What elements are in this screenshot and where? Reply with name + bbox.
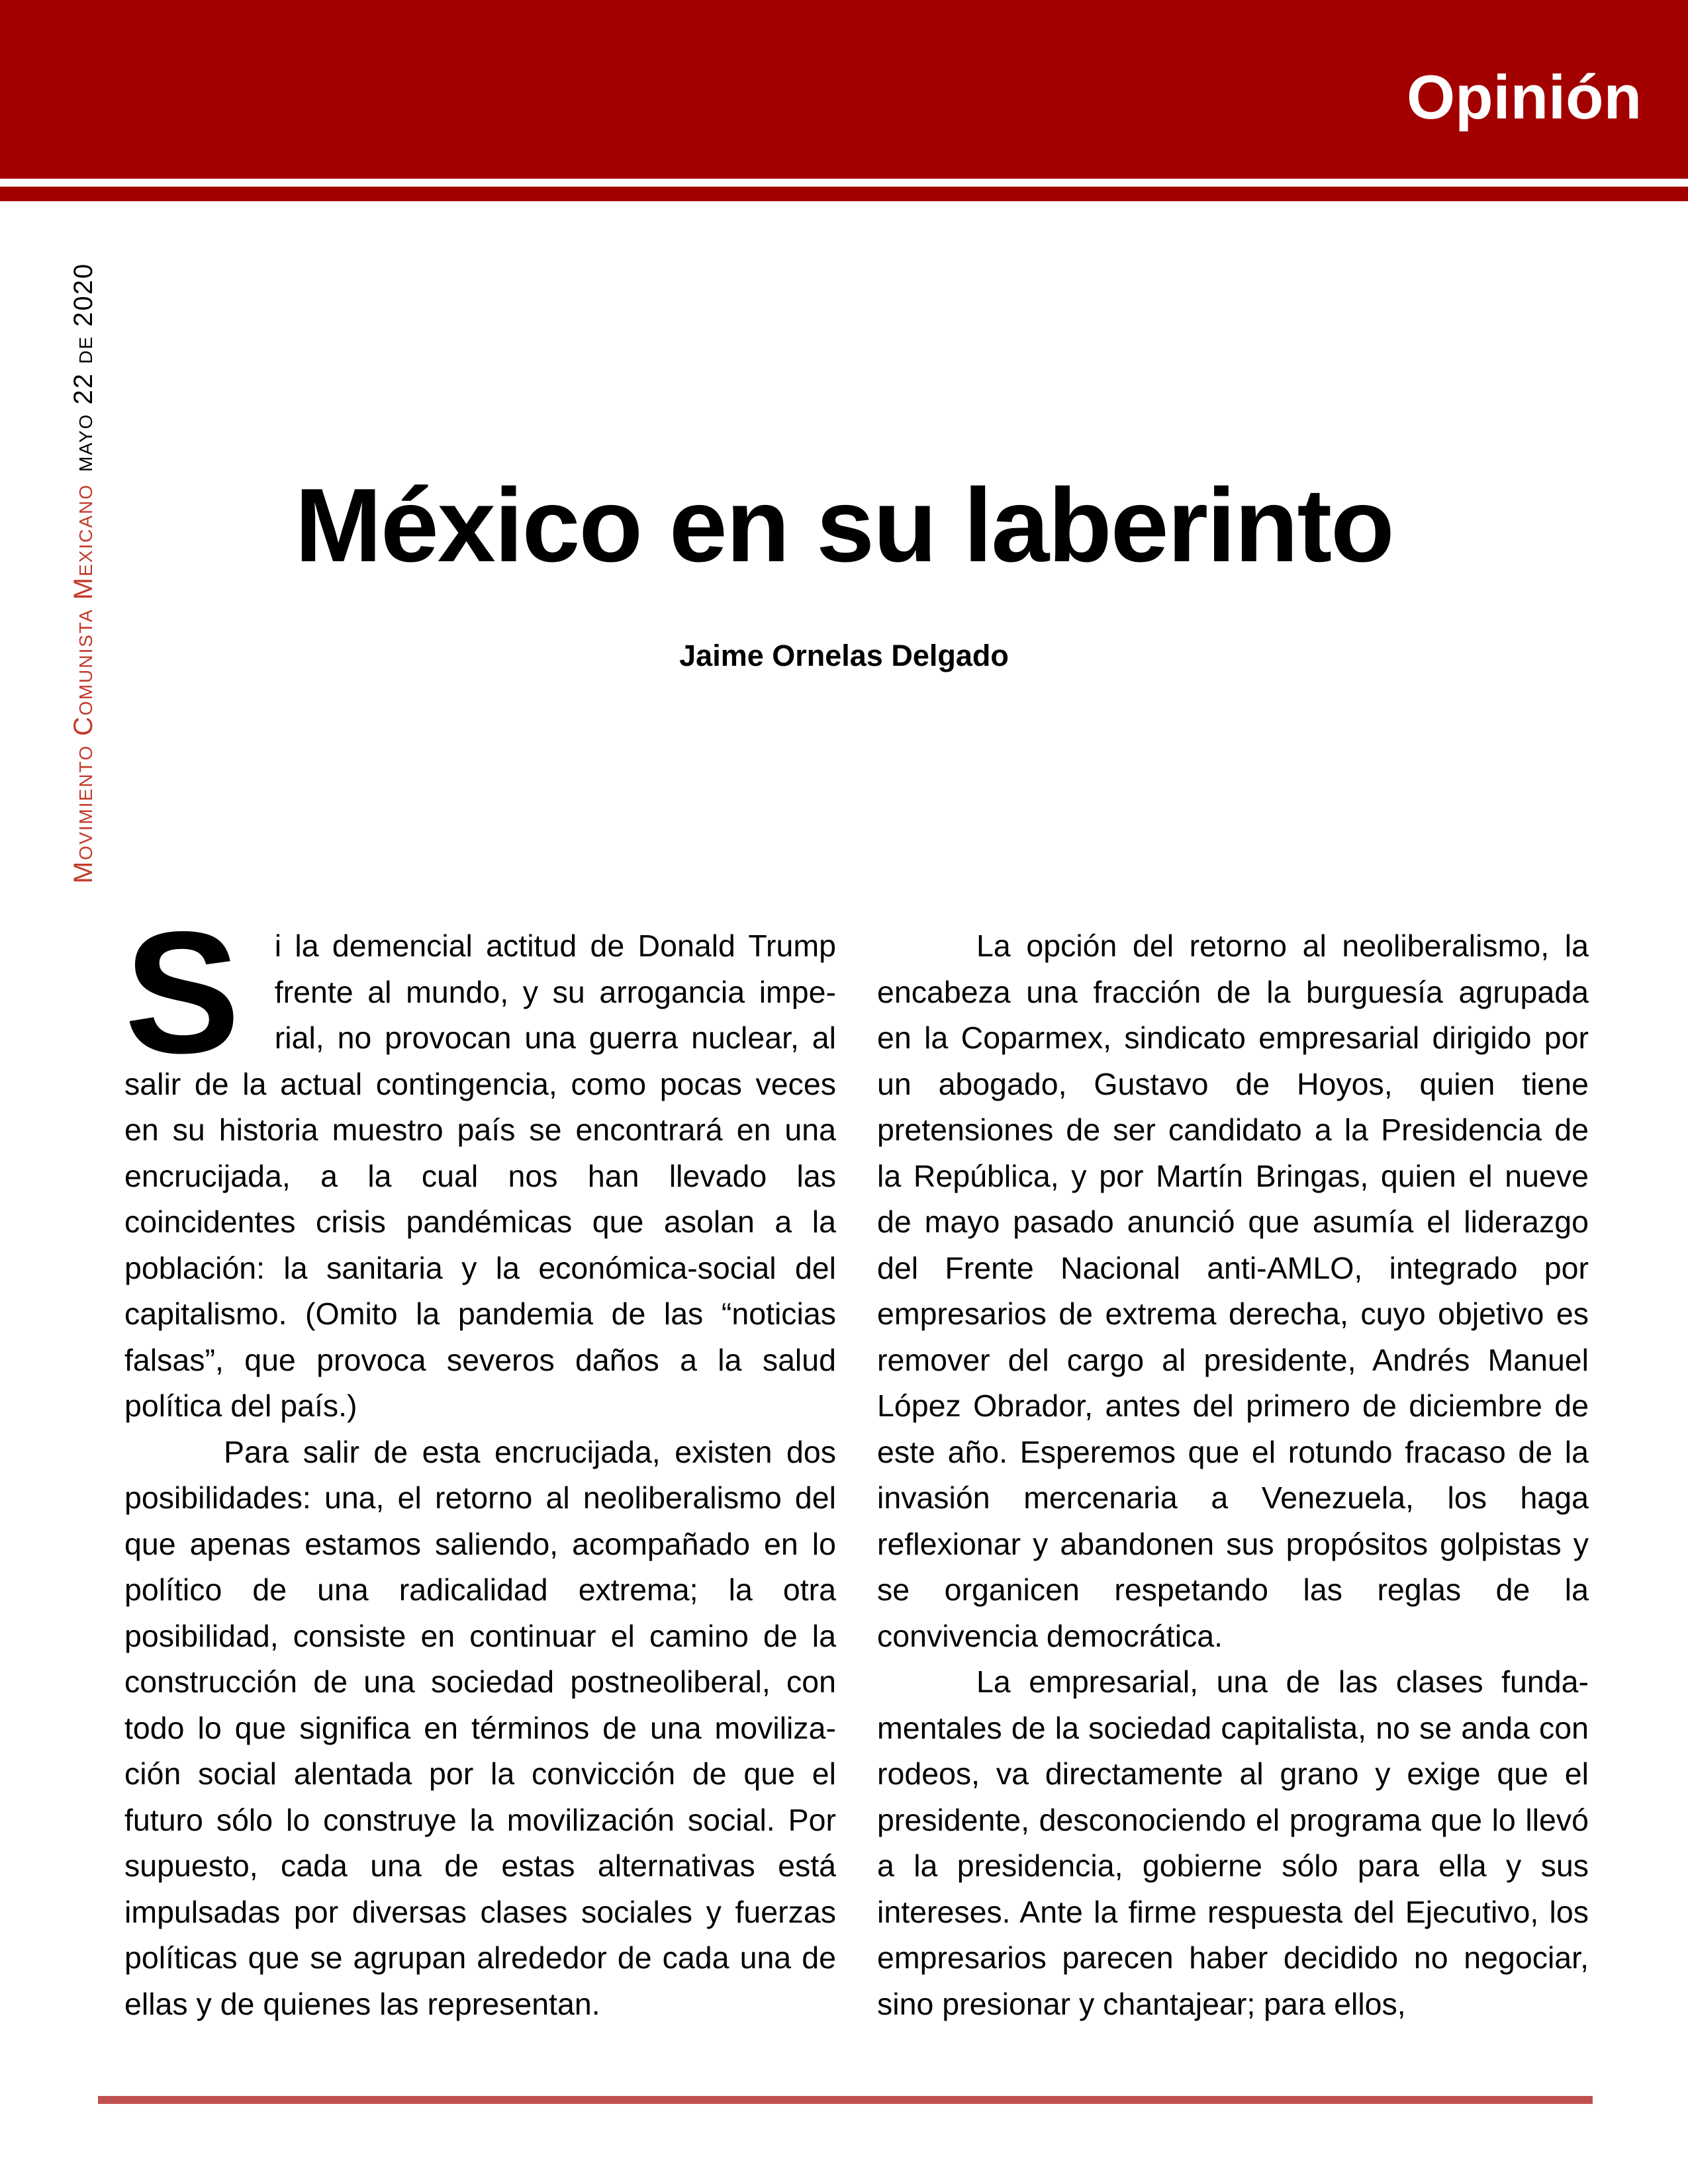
section-label: Opinión xyxy=(1406,62,1642,132)
header-rule xyxy=(0,187,1688,201)
article-title: México en su laberinto xyxy=(295,467,1393,584)
article-author: Jaime Ornelas Delgado xyxy=(679,639,1009,672)
publication-name: Movimiento Comunista Mexicano xyxy=(69,483,98,884)
column-right xyxy=(877,923,1589,2027)
paragraph-2: Para salir de esta encrucijada, existen dos posibilidades: una, el retorno al neoliberalismo del que apenas estamos saliendo, acompañado en lo político de una radicalidad extrema; la otra posibilidad, consiste en continuar el camino de la construcción de una sociedad postneoliberal, con todo lo que significa en términos de una movilización social alentada por la convicción de que el futuro sólo lo construye la movilización social. Por supuesto, cada una de estas alternativas está impulsadas por diversas clases sociales y fuerzas políticas que se agrupan alrededor de cada una de ellas y de quienes las representan. xyxy=(124,1434,836,2021)
paragraph-3: La opción del retorno al neoliberalismo, la encabeza una fracción de la burguesía agrupada en la Coparmex, sindicato empresarial dirigido por un abogado, Gustavo de Hoyos, quien tiene pretensiones de ser candidato a la Presidencia de la República, y por Martín Bringas, quien el nueve de mayo pasado anunció que asumía el liderazgo del Frente Nacional anti-AMLO, integrado por empresarios de extrema derecha, cuyo objetivo es remover del cargo al presidente, Andrés Manuel López Obrador, antes del primero de diciembre de este año. Esperemos que el rotundo fracaso de la invasión mercenaria a Venezuela, los haga reflexionar y abandonen sus propósitos golpistas y se organicen respetando las reglas de la convivencia democrática. xyxy=(877,929,1589,1653)
header-separator xyxy=(0,179,1688,187)
drop-cap: S xyxy=(124,895,240,1089)
footer-rule xyxy=(98,2096,1593,2104)
paragraph-1-text: i la demencial actitud de Donald Trump frente al mundo, y su arrogancia imperial, no provocan una guerra nuclear, al salir de la actual contingencia, como pocas veces en su historia muestro país se encontrará en una encrucijada, a la cual nos han llevado las coincidentes crisis pandémicas que asolan a la población: la sanitaria y la económica-social del capitalismo. (Omito la pandemia de las “noticias falsas”, que provoca severos daños a la salud política del país.) xyxy=(124,929,836,1423)
paragraph-4: La empresarial, una de las clases fundamentales de la sociedad capitalista, no se anda con rodeos, va directamente al grano y exige que el presidente, desconociendo el programa que lo llevó a la presidencia, gobierne sólo para ella y sus intereses. Ante la firme respuesta del Ejecutivo, los empresarios parecen haber decidido no negociar, sino presionar y chantajear; para ellos, xyxy=(877,1664,1589,2021)
publication-date: mayo 22 de 2020 xyxy=(69,262,98,472)
paragraph-1 xyxy=(124,895,836,1430)
column-left xyxy=(124,895,836,2027)
